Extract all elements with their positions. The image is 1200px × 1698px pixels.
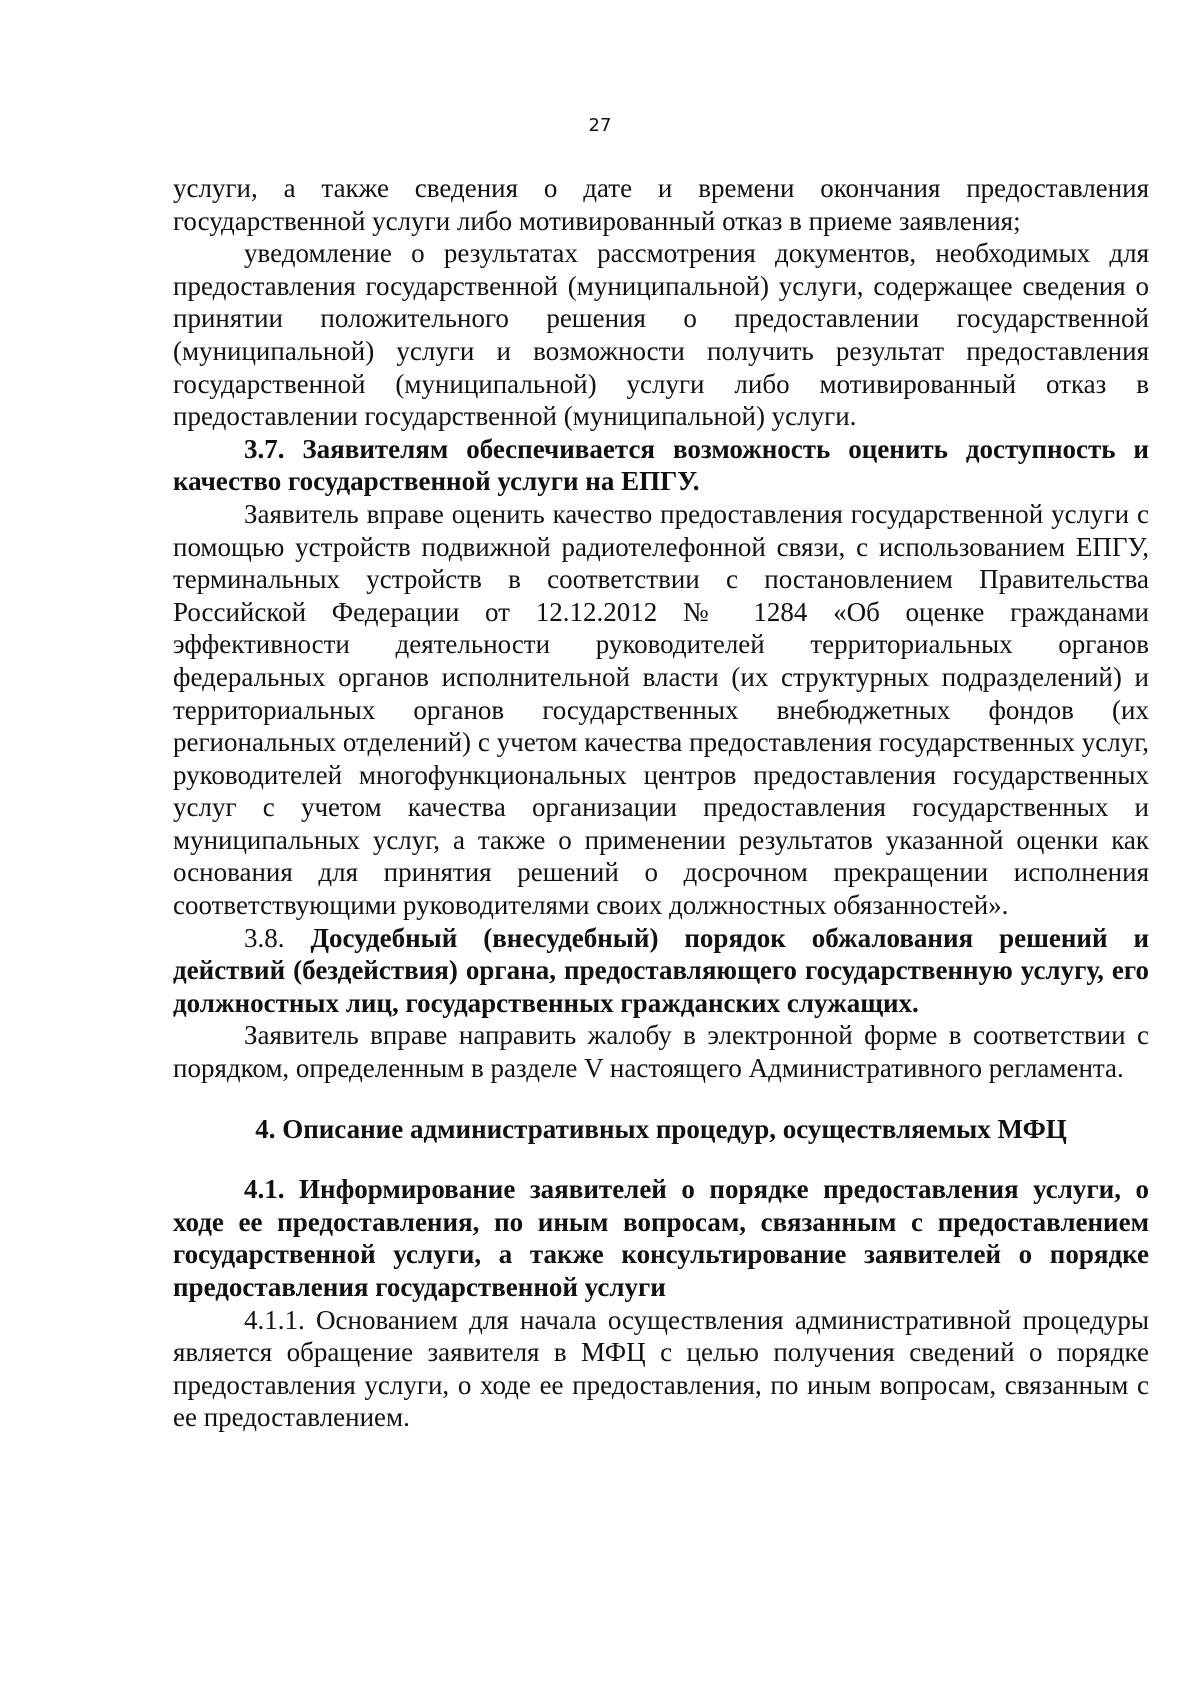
heading-3-8-text: Досудебный (внесудебный) порядок обжалования решений и действий (бездействия) органа, предоставляющего государственную услугу, его должностных лиц, государственных гражданских служащих. (173, 922, 1150, 1018)
paragraph-quality-assessment: Заявитель вправе оценить качество предоставления государственной услуги с помощью устройств подвижной радиотелефонной связи, с использованием ЕПГУ, терминальных устройств в соответствии с постановлением Правительства Российской Федерации от 12.12.2012 № 1284 «Об оценке гражданами эффективности деятельности руководителей территориальных органов федеральных органов исполнительной власти (их структурных подразделений) и территориальных органов государственных внебюджетных фондов (их региональных отделений) с учетом качества предоставления государственных услуг, руководителей многофункциональных центров предоставления государственных услуг с учетом качества организации предоставления государственных и муниципальных услуг, а также о применении результатов указанной оценки как основания для принятия решений о досрочном прекращении исполнения соответствующими руководителями своих должностных обязанностей». (173, 498, 1149, 921)
document-body (173, 172, 1149, 1434)
paragraph-complaint: Заявитель вправе направить жалобу в электронной форме в соответствии с порядком, определенным в разделе V настоящего Административного регламента. (173, 1020, 1149, 1084)
paragraph-4-1-1: 4.1.1. Основанием для начала осуществления административной процедуры является обращение заявителя в МФЦ с целью получения сведений о порядке предоставления услуги, о ходе ее предоставления, по иным вопросам, связанным с ее предоставлением. (173, 1304, 1149, 1433)
paragraph-notification: уведомление о результатах рассмотрения документов, необходимых для предоставления государственной (муниципальной) услуги, содержащее сведения о принятии положительного решения о предоставлении государственной (муниципальной) услуги и возможности получить результат предоставления государственной (муниципальной) услуги либо мотивированный отказ в предоставлении государственной (муниципальной) услуги. (173, 238, 1149, 432)
heading-3-8 (173, 922, 1149, 1020)
page-number: 27 (588, 115, 612, 136)
heading-3-8-number: 3.8. (244, 922, 285, 953)
section-spacer (173, 1145, 1149, 1173)
section-4-heading: 4. Описание административных процедур, осуществляемых МФЦ (255, 1113, 1067, 1144)
heading-4-1: 4.1. Информирование заявителей о порядке предоставления услуги, о ходе ее предоставления, по иным вопросам, связанным с предоставлением государственной услуги, а также консультирование заявителей о порядке предоставления государственной услуги (173, 1174, 1149, 1302)
paragraph-result-info: услуги, а также сведения о дате и времени окончания предоставления государственной услуги либо мотивированный отказ в приеме заявления; (173, 173, 1149, 236)
section-spacer (173, 1085, 1149, 1113)
heading-3-7: 3.7. Заявителям обеспечивается возможность оценить доступность и качество государственной услуги на ЕПГУ. (173, 433, 1149, 497)
